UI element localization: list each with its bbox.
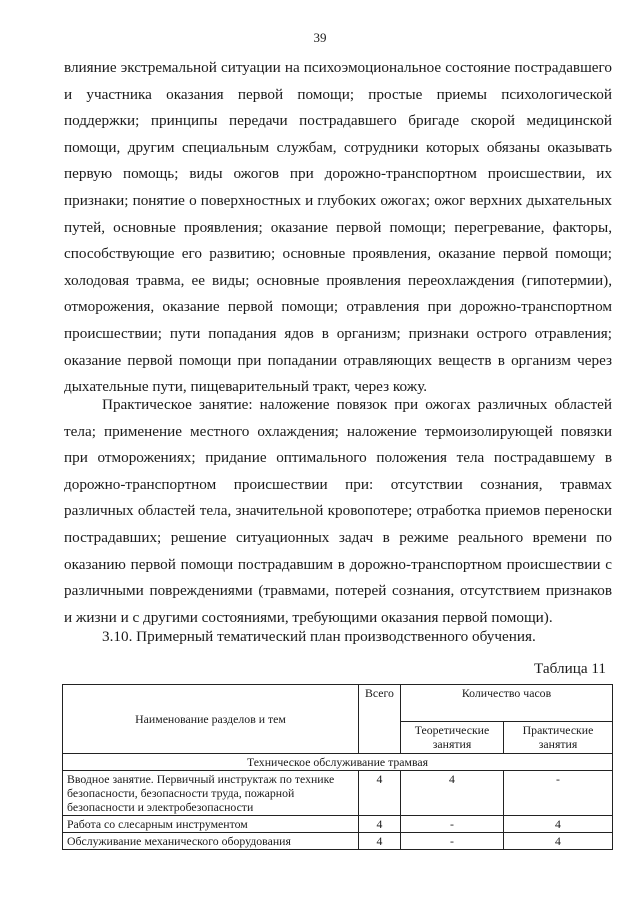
row-practice: - (504, 771, 613, 816)
table-caption: Таблица 11 (534, 660, 606, 677)
row-total: 4 (359, 816, 401, 833)
row-theory: 4 (401, 771, 504, 816)
row-theory: - (401, 833, 504, 850)
paragraph-practical-lesson: Практическое занятие: наложение повязок при ожогах различных областей тела; применение местного охлаждения; наложение термоизолирующей повязки при отморожениях; придание оптимального положения тела пострадавшему в дорожно-транспортном происшествии при: отсутствии сознания, травмах различных областей тела, значительной кровопотере; отработка приемов переноски пострадавших; решение ситуационных задач в режиме реального времени по оказанию первой помощи пострадавшим в дорожно-транспортном происшествии с различными повреждениями (травмами, потерей сознания, отсутствием признаков и жизни и с другими состояниями, требующими оказания первой помощи). (64, 396, 612, 626)
row-practice: 4 (504, 816, 613, 833)
row-total: 4 (359, 833, 401, 850)
header-quantity: Количество часов (401, 685, 613, 722)
section-heading: 3.10. Примерный тематический план производственного обучения. (102, 628, 536, 645)
section-title: Техническое обслуживание трамвая (63, 754, 613, 771)
row-practice: 4 (504, 833, 613, 850)
row-total: 4 (359, 771, 401, 816)
header-theory: Теоретические занятия (401, 721, 504, 753)
page-number: 39 (313, 30, 327, 45)
paragraph-first-aid-theory: влияние экстремальной ситуации на психоэмоциональное состояние пострадавшего и участника оказания первой помощи; простые приемы психологической поддержки; принципы передачи пострадавшего бригаде скорой медицинской помощи, другим специальным службам, сотрудники которых обязаны оказывать первую помощь; виды ожогов при дорожно-транспортном происшествии, их признаки; понятие о поверхностных и глубоких ожогах; ожог верхних дыхательных путей, основные проявления; оказание первой помощи; перегревание, факторы, способствующие его развитию; основные проявления, оказание первой помощи; холодовая травма, ее виды; основные проявления переохлаждения (гипотермии), отморожения, оказание первой помощи; отравления при дорожно-транспортном происшествии; пути попадания ядов в организм; признаки острого отравления; оказание первой помощи при попадании отравляющих веществ в организм через дыхательные пути, пищеварительный тракт, через кожу. (64, 59, 612, 396)
table-row (63, 833, 613, 850)
training-plan-table (62, 684, 613, 850)
table-row (63, 816, 613, 833)
table-row (63, 771, 613, 816)
header-name: Наименование разделов и тем (63, 685, 359, 754)
header-total: Всего (359, 685, 401, 754)
row-name: Вводное занятие. Первичный инструктаж по технике безопасности, безопасности труда, пожарной безопасности и электробезопасности (63, 771, 359, 816)
row-name: Работа со слесарным инструментом (63, 816, 359, 833)
table-section-row (63, 754, 613, 771)
header-practice: Практические занятия (504, 721, 613, 753)
row-theory: - (401, 816, 504, 833)
table-header-row (63, 685, 613, 722)
row-name: Обслуживание механического оборудования (63, 833, 359, 850)
